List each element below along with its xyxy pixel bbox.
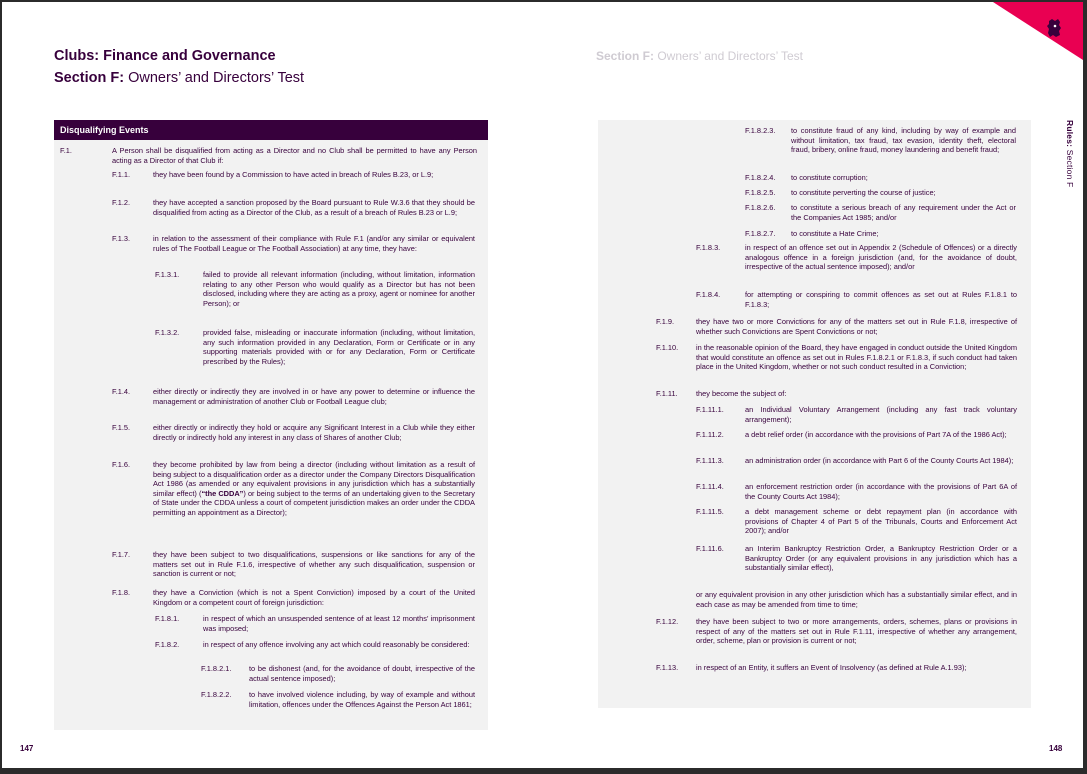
rule-number: F.1.8.2.7. [745,229,776,238]
rule-text: an administration order (in accordance with Part 6 of the County Courts Act 1984); [745,456,1014,465]
rule-text: in respect of any offence involving any act which could reasonably be considered: [203,640,470,649]
rule-text: they have two or more Convictions for any of the matters set out in Rule F.1.8, irrespective of whether such Convictions are Spent Convictions or not; [696,317,1017,336]
rule-text: failed to provide all relevant information (including, without limitation, information relating to any other Person who would qualify as a Director but has not been disclosed, including where they are acting as a proxy, agent or nominee for another Person); or [203,270,475,308]
rule-text: to constitute corruption; [791,173,868,182]
rule-text: in respect of which an unsuspended sentence of at least 12 months’ imprisonment was imposed; [203,614,475,633]
rule-number: F.1.11.6. [696,544,724,553]
rule-text: in the reasonable opinion of the Board, they have engaged in conduct outside the United Kingdom that would constitute an offence as set out in Rules F.1.8.2.1 or F.1.8.3, if such conduct had taken place in the United Kingdom, whether or not such conduct resulted in a Conviction; [696,343,1017,372]
rule-number: F.1.8.2. [155,640,180,649]
document-spread [2,2,1083,768]
rule-number: F.1.8.2.1. [201,664,232,673]
rule-text-part: ) or being subject to the terms of an undertaking given to the Secretary of State under the CDDA unless a court of competent jurisdiction makes an order under the CDDA permitting an appointment as a Director); [153,488,475,517]
rule-text: A Person shall be disqualified from acting as a Director and no Club shall be permitted to have any Person acting as a Director of that Club if: [112,146,477,165]
rule-number: F.1.6. [112,460,131,469]
rule-text: to constitute a serious breach of any requirement under the Act or the Companies Act 1985; and/or [791,203,1016,222]
corner-accent [973,2,1083,62]
rule-number: F.1.8.2.5. [745,188,776,197]
rule-text: either directly or indirectly they are involved in or have any power to determine or influence the management or administration of another Club or Football League club; [153,387,475,406]
rule-text: they have been found by a Commission to have acted in breach of Rules B.23, or L.9; [153,170,434,179]
rule-number: F.1.3.2. [155,328,180,337]
box-heading: Disqualifying Events [54,120,488,140]
rule-text-part: they become prohibited by law from being a director (including without limitation as a result of being subject to a disqualification order as a director under the Company Directors Disqualification Act 1986 (as amended or any equivalent provisions in any jurisdiction which has a substantially similar effect) ( [153,460,475,498]
rule-text: an Interim Bankruptcy Restriction Order, a Bankruptcy Restriction Order or a Bankruptcy Order (or any equivalent provisions in any jurisdiction which has a substantially similar effect), [745,544,1017,573]
rule-number: F.1.8.1. [155,614,180,623]
rule-number: F.1.10. [656,343,679,352]
rule-number: F.1.8.2.4. [745,173,776,182]
rule-text: they become the subject of: [696,389,787,398]
rule-number: F.1.8.2.2. [201,690,232,699]
rule-text: for attempting or conspiring to commit offences as set out at Rules F.1.8.1 to F.1.8.3; [745,290,1017,309]
rule-text: to have involved violence including, by way of example and without limitation, offences under the Offences Against the Person Act 1861; [249,690,475,709]
rule-number: F.1.11.1. [696,405,724,414]
rule-number: F.1.11.2. [696,430,724,439]
rule-number: F.1.11.3. [696,456,724,465]
rule-number: F.1.2. [112,198,131,207]
rule-number: F.1. [60,146,72,155]
rule-text: to constitute a Hate Crime; [791,229,879,238]
section-subtitle: Section F: Owners’ and Directors’ Test [54,70,305,86]
rule-number: F.1.12. [656,617,679,626]
rule-text: in respect of an offence set out in Appendix 2 (Schedule of Offences) or a directly analogous offence in a foreign jurisdiction (and, for the avoidance of doubt, irrespective of the actual sentence imposed); and/or [745,243,1017,272]
rule-number: F.1.11.4. [696,482,724,491]
rule-text: a debt management scheme or debt repayment plan (in accordance with provisions of Chapter 4 of Part 5 of the Tribunals, Courts and Enforcement Act 2007); and/or [745,507,1017,536]
rule-text: an enforcement restriction order (in accordance with the provisions of Part 6A of the County Courts Act 1984); [745,482,1017,501]
rule-number: F.1.8.4. [696,290,721,299]
rule-number: F.1.11. [656,389,678,398]
rule-number: F.1.8.3. [696,243,721,252]
rule-text: or any equivalent provision in any other jurisdiction which has a substantially similar effect, and in each case as may be amended from time to time; [696,590,1017,609]
page-title-block [54,46,304,90]
rule-text: to constitute perverting the course of justice; [791,188,936,197]
rule-text: they have been subject to two or more arrangements, orders, schemes, plans or provisions in respect of any of the matters set out in Rule F.1.11, irrespective of whether any arrangement, order, scheme, plan or provision is current or not; [696,617,1017,646]
rule-number: F.1.7. [112,550,131,559]
side-section-label: Rules: Section F [1065,120,1075,188]
rule-text: they have accepted a sanction proposed by the Board pursuant to Rule W.3.6 that they should be disqualified from acting as a Director of the Club, as a result of a breach of Rules B.23 or L.9; [153,198,475,217]
rule-text: they have been subject to two disqualifications, suspensions or like sanctions for any of the matters set out in Rule F.1.6, irrespective of whether any such disqualification, suspension or sanction is current or not; [153,550,475,579]
rule-number: F.1.9. [656,317,675,326]
rule-number: F.1.8.2.6. [745,203,776,212]
rule-number: F.1.5. [112,423,131,432]
page-number-left: 147 [20,744,34,753]
defined-term: “the CDDA” [201,488,244,498]
rule-text: either directly or indirectly they hold or acquire any Significant Interest in a Club while they either directly or indirectly hold any interest in any class of Shares of another Club; [153,423,475,442]
rule-text: to constitute fraud of any kind, including by way of example and without limitation, tax fraud, tax evasion, identity theft, electoral fraud, bribery, online fraud, money laundering and benefit fraud; [791,126,1016,155]
rule-number: F.1.8. [112,588,131,597]
rule-text: in relation to the assessment of their compliance with Rule F.1 (and/or any similar or equivalent rules of The Football League or The Football Association) at any time, they have: [153,234,475,253]
rule-text: an Individual Voluntary Arrangement (including any fast track voluntary arrangement); [745,405,1017,424]
page-title: Clubs: Finance and Governance [54,48,276,64]
rule-text: provided false, misleading or inaccurate information (including, without limitation, any such information provided in any Declaration, Form or Certificate or in any supporting materials provided with or for any Declaration, Form or Certificate prescribed by the Rules); [203,328,475,366]
rule-number: F.1.11.5. [696,507,724,516]
rule-number: F.1.8.2.3. [745,126,776,135]
rule-text [153,460,475,518]
lion-logo-icon [1045,18,1063,38]
page-number-right: 148 [1049,744,1063,753]
rule-number: F.1.3. [112,234,131,243]
rule-text: they have a Conviction (which is not a Spent Conviction) imposed by a court of the United Kingdom or a competent court of foreign jurisdiction: [153,588,475,607]
rule-number: F.1.13. [656,663,679,672]
rule-text: in respect of an Entity, it suffers an Event of Insolvency (as defined at Rule A.1.93); [696,663,967,672]
rule-number: F.1.1. [112,170,131,179]
rule-text: a debt relief order (in accordance with the provisions of Part 7A of the 1986 Act); [745,430,1007,439]
rule-text: to be dishonest (and, for the avoidance of doubt, irrespective of the actual sentence imposed); [249,664,475,683]
running-header: Section F: Owners’ and Directors’ Test [596,49,803,63]
rule-number: F.1.4. [112,387,131,396]
rule-number: F.1.3.1. [155,270,180,279]
